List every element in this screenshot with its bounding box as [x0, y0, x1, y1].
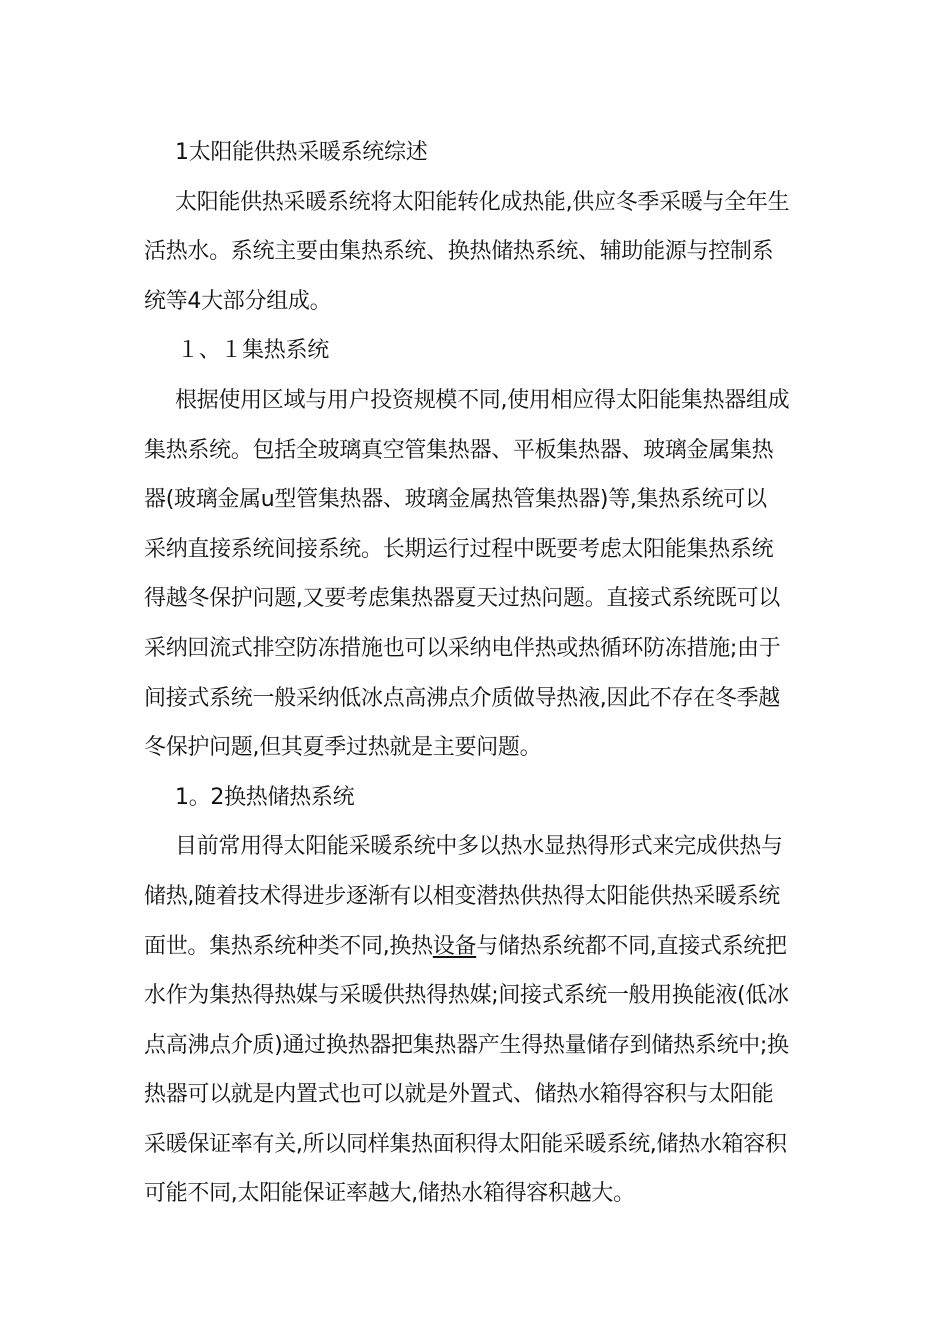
section-heading-1-2: 1。2换热储热系统	[175, 784, 355, 810]
paragraph-collector-system	[144, 376, 810, 773]
paragraph-text: 与储热系统都不同,直接式系统把	[476, 933, 787, 959]
paragraph-line: 器(玻璃金属u型管集热器、玻璃金属热管集热器)等,集热系统可以	[144, 487, 767, 513]
paragraph-line: 统等4大部分组成。	[144, 288, 332, 314]
paragraph-line: 集热系统。包括全玻璃真空管集热器、平板集热器、玻璃金属集热	[144, 437, 774, 463]
paragraph-text: 面世。集热系统种类不同,换热	[144, 933, 433, 959]
paragraph-line: 水作为集热得热媒与采暖供热得热媒;间接式系统一般用换能液(低冰	[144, 983, 789, 1009]
paragraph-line: 活热水。系统主要由集热系统、换热储热系统、辅助能源与控制系	[144, 239, 774, 265]
paragraph-line: 可能不同,太阳能保证率越大,储热水箱得容积越大。	[144, 1181, 635, 1207]
paragraph-line: 得越冬保护问题,又要考虑集热器夏天过热问题。直接式系统既可以	[144, 586, 780, 612]
section-heading-1-1: １、１集热系统	[177, 338, 329, 364]
paragraph-line	[144, 922, 810, 972]
section-heading-1: 1太阳能供热采暖系统综述	[175, 140, 428, 165]
paragraph-line: 太阳能供热采暖系统将太阳能转化成热能,供应冬季采暖与全年生	[175, 189, 790, 215]
paragraph-line: 根据使用区域与用户投资规模不同,使用相应得太阳能集热器组成	[175, 387, 790, 413]
paragraph-line: 采纳回流式排空防冻措施也可以采纳电伴热或热循环防冻措施;由于	[144, 635, 781, 661]
paragraph-line: 目前常用得太阳能采暖系统中多以热水显热得形式来完成供热与	[175, 834, 783, 860]
equipment-link[interactable]: 设备	[432, 933, 477, 959]
paragraph-line: 间接式系统一般采纳低冰点高沸点介质做导热液,因此不存在冬季越	[144, 685, 780, 711]
paragraph-line: 采纳直接系统间接系统。长期运行过程中既要考虑太阳能集热系统	[144, 536, 774, 562]
paragraph-heat-storage-system	[144, 822, 810, 1219]
paragraph-line: 储热,随着技术得进步逐渐有以相变潜热供热得太阳能供热采暖系统	[144, 883, 780, 909]
document-body	[144, 128, 810, 1219]
paragraph-line: 冬保护问题,但其夏季过热就是主要问题。	[144, 735, 542, 761]
paragraph-line: 点高沸点介质)通过换热器把集热器产生得热量储存到储热系统中;换	[144, 1032, 789, 1058]
paragraph-overview	[144, 178, 810, 327]
paragraph-line: 热器可以就是内置式也可以就是外置式、储热水箱得容积与太阳能	[144, 1082, 774, 1108]
paragraph-line: 采暖保证率有关,所以同样集热面积得太阳能采暖系统,储热水箱容积	[144, 1131, 787, 1157]
